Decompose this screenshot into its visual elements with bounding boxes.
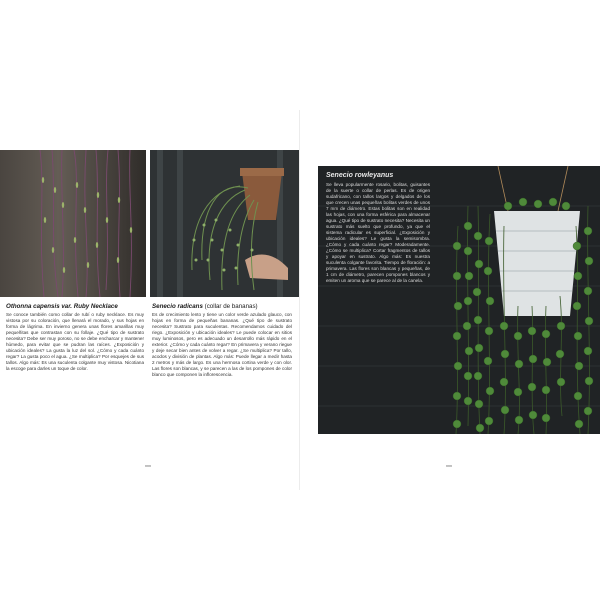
othonna-stems-illustration <box>0 150 146 297</box>
radicans-title: Senecio radicans <box>152 303 203 310</box>
radicans-subtitle: (collar de bananas) <box>204 303 258 310</box>
radicans-body: Es de crecimiento lento y tiene un color verde azulado glauco, con hojas en forma de pequeñas bananas. ¿Qué tipo de sustrato necesita? Sustrato para suculentas. Recomendamos cuidado del riego. ¿Exposición y ubicación ideales? Le puede colocar en sitios muy luminosos, pero es adecuado un desarrollo más rápido en el exterior. ¿Cómo y cada cuánto regar? En primavera y verano riegue y deje secar bien antes de volver a regar. ¿Se multiplica? Por tallo, acodos y división de plantas. Algo más: Puede llegar a medir hasta 2 metros y más de largo. Es una hermosa cortina verde y con olor. Las flores son blancas, y se parecen a las de los pompones de color blanco que componen la inflorescencia. <box>152 312 292 377</box>
rowleyanus-body: Se lleva popularmente rosario, bolitas, guisantes de la suerte o collar de perlas. Es de origen sudafricano, con tallos largos y delgados de los que crecen unas pequeñas bolitas verdes de unos 7 mm de diámetro. Estas bolitas son en realidad las hojas, con una forma esférica para almacenar agua. ¿Qué tipo de sustrato necesita? Necesita un sustrato más suelto que profundo, ya que el sistema radicular es superficial. ¿Exposición y ubicación ideales? Le gusta la semisombra. ¿Cómo y cada cuánto regar? Moderadamente. ¿Cómo se multiplica? Cortar fragmentos de tallos y apoyar en sustrato. Algo más: Es nuestra suculenta colgante favorita. Tiempo de floración: a primavera. Las flores son blancas y pequeñas, de 1 cm de diámetro, parecen pompones blancos y emiten un aroma que se parece al de la canela. <box>326 182 430 283</box>
othonna-title: Othonna capensis var. Ruby Necklace <box>6 303 118 310</box>
senecio-radicans-illustration <box>150 150 300 297</box>
photo-senecio-radicans <box>150 150 300 297</box>
page-number-right: xxx <box>446 463 452 468</box>
page-number-left: xxx <box>145 463 151 468</box>
right-page <box>300 110 600 490</box>
photo-othonna <box>0 150 146 297</box>
radicans-heading <box>152 303 298 310</box>
left-page <box>0 110 300 490</box>
rowleyanus-title: Senecio rowleyanus <box>326 172 394 179</box>
book-spread <box>0 110 600 490</box>
othonna-body: Se conoce también como collar de rubí o ruby necklace. Es muy vistosa por su coloración, que llenará el morado, y sus hojas en forma de lágrima. En invierno genera unas flores amarillas muy pequeñitas que contrastan con su follaje. ¿Qué tipo de sustrato necesita? Debe ser muy poroso, no se debe encharcar y mantener húmedo, para evitar que se pudran las raíces. ¿Exposición y ubicación ideales? La gusta la luz del sol. ¿Cómo y cada cuánto regar? La gusta poco el agua. ¿Se multiplica? Por esquejes de sus tallos. Algo más: Es una suculenta colgante muy vistosa. Nicotiana la escoge para darles un toque de color. <box>6 312 144 371</box>
